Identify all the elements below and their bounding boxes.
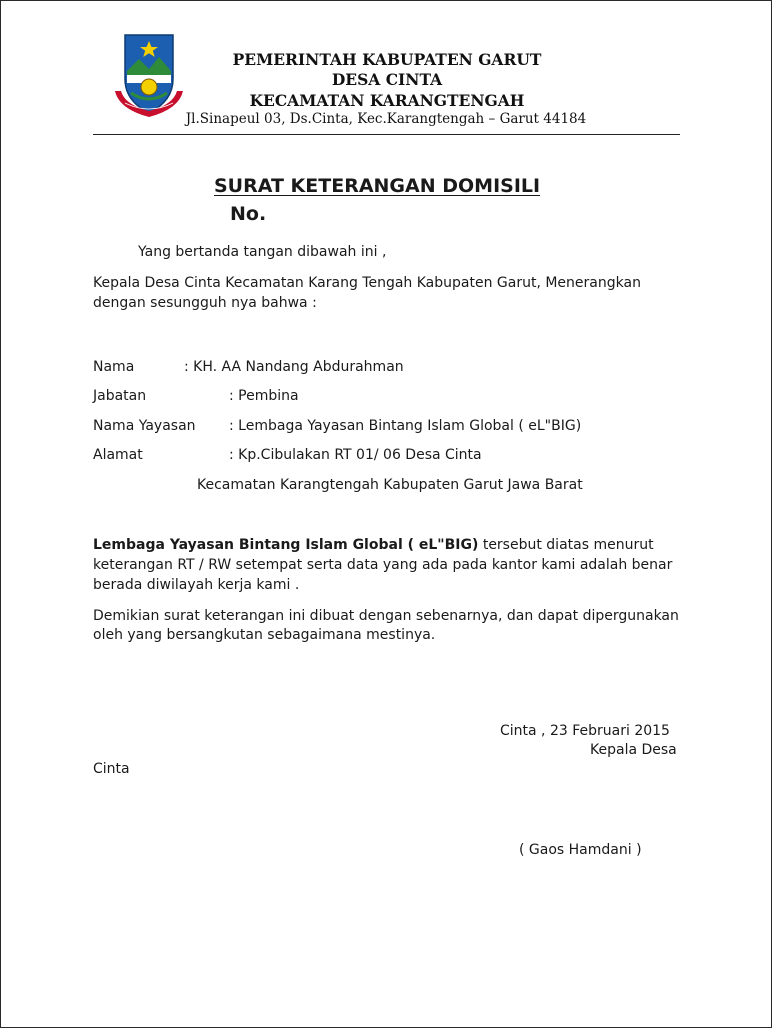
field-alamat-value: : Kp.Cibulakan RT 01/ 06 Desa Cinta bbox=[229, 447, 482, 463]
signature-place-date: Cinta , 23 Februari 2015 bbox=[500, 723, 670, 739]
letter-title: SURAT KETERANGAN DOMISILI bbox=[214, 175, 541, 197]
field-yayasan-value: : Lembaga Yayasan Bintang Islam Global ( eL"BIG) bbox=[229, 418, 582, 434]
statement-line-3: berada diwilayah kerja kami . bbox=[93, 577, 300, 593]
field-alamat-value-2: Kecamatan Karangtengah Kabupaten Garut Jawa Barat bbox=[197, 477, 583, 493]
header-line-2: DESA CINTA bbox=[331, 70, 443, 89]
garut-regency-crest-icon bbox=[113, 31, 185, 119]
statement-line-1-rest: tersebut diatas menurut bbox=[478, 537, 654, 553]
letter-number: No. bbox=[230, 203, 267, 225]
closing-line-2: oleh yang bersangkutan sebagaimana mestinya. bbox=[93, 627, 436, 643]
field-yayasan-label: Nama Yayasan bbox=[93, 418, 196, 434]
header-line-3: KECAMATAN KARANGTENGAH bbox=[249, 91, 525, 110]
field-nama-label: Nama bbox=[93, 359, 135, 375]
closing-line-1: Demikian surat keterangan ini dibuat dengan sebenarnya, dan dapat dipergunakan bbox=[93, 608, 679, 624]
header-address: Jl.Sinapeul 03, Ds.Cinta, Kec.Karangtengah – Garut 44184 bbox=[185, 111, 587, 127]
header-line-1: PEMERINTAH KABUPATEN GARUT bbox=[232, 50, 542, 69]
signature-name: ( Gaos Hamdani ) bbox=[519, 842, 642, 858]
signature-position: Kepala Desa bbox=[590, 742, 677, 758]
field-jabatan-label: Jabatan bbox=[93, 388, 147, 404]
intro-line-1: Kepala Desa Cinta Kecamatan Karang Tengah Kabupaten Garut, Menerangkan bbox=[93, 275, 641, 291]
field-nama-value: : KH. AA Nandang Abdurahman bbox=[184, 359, 404, 375]
field-alamat-label: Alamat bbox=[93, 447, 143, 463]
statement-line-2: keterangan RT / RW setempat serta data yang ada pada kantor kami adalah benar bbox=[93, 557, 673, 573]
intro-line-2: dengan sesungguh nya bahwa : bbox=[93, 295, 317, 311]
statement-org-name: Lembaga Yayasan Bintang Islam Global ( eL"BIG) bbox=[93, 537, 479, 553]
header-divider bbox=[93, 134, 680, 135]
field-jabatan-value: : Pembina bbox=[229, 388, 299, 404]
signature-position-cont: Cinta bbox=[93, 761, 130, 777]
opening-line: Yang bertanda tangan dibawah ini , bbox=[138, 244, 387, 260]
statement-line-1 bbox=[93, 536, 654, 555]
